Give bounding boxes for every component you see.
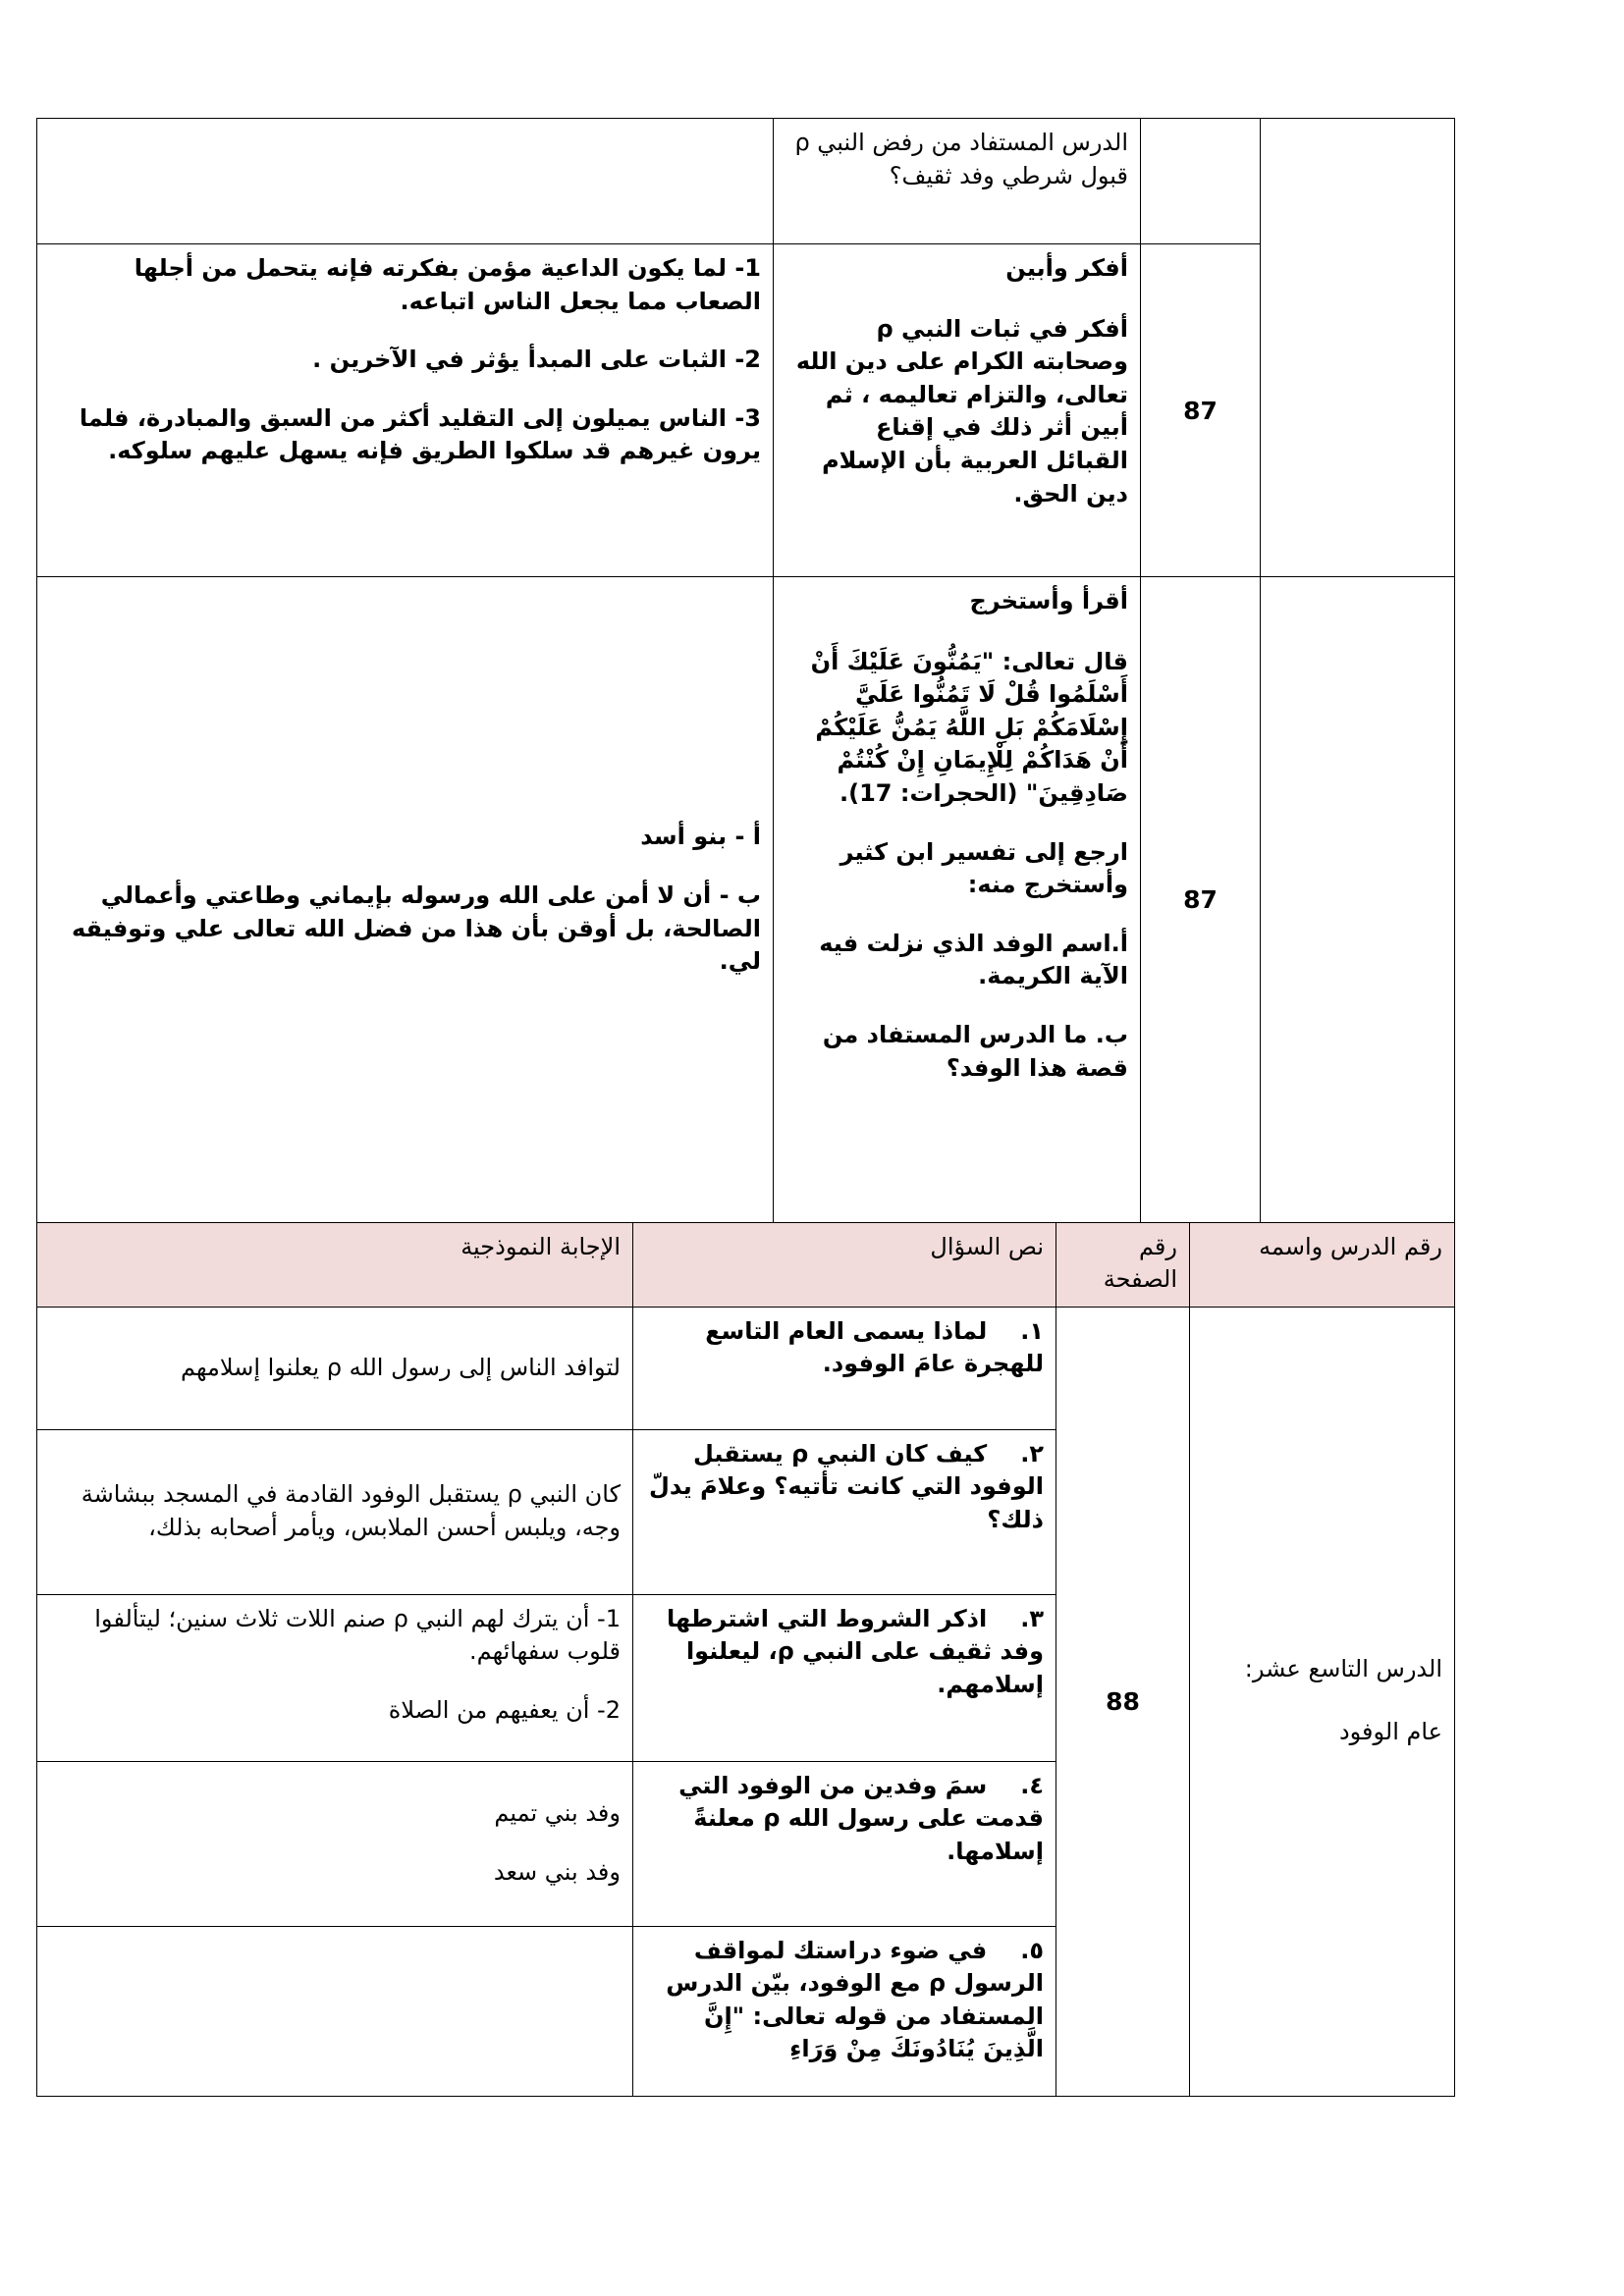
question-text: لماذا يسمى العام التاسع للهجرة عامَ الوفود.	[705, 1316, 1044, 1378]
header-answer: الإجابة النموذجية	[37, 1222, 633, 1307]
table-row	[37, 244, 1455, 577]
verse-text: قال تعالى: "يَمُنُّونَ عَلَيْكَ أَنْ أَسْلَمُوا قُلْ لَا تَمُنُّوا عَلَيَّ إِسْلَامَكُمْ بَلِ اللَّهُ يَمُنُّ عَلَيْكُمْ أَنْ هَدَاكُمْ لِلْإِيمَانِ إِنْ كُنْتُمْ صَادِقِينَ" (الحجرات: 17).	[810, 647, 1128, 807]
answer-item: 1- لما يكون الداعية مؤمن بفكرته فإنه يتحمل من أجلها الصعاب مما يجعل الناس اتباعه.	[134, 254, 761, 315]
question-cell	[633, 1926, 1056, 2096]
question-number: ٢.	[1020, 1439, 1044, 1468]
question-text: أفكر في ثبات النبي ρ وصحابته الكرام على دين الله تعالى، والتزام تعاليمه ، ثم أبين أثر ذلك في إقناع القبائل العربية بأن الإسلام دين الحق.	[795, 314, 1128, 507]
question-number: ٣.	[1020, 1604, 1044, 1632]
sub-question-b: ب. ما الدرس المستفاد من قصة هذا الوفد؟	[822, 1020, 1128, 1082]
question-cell	[633, 1429, 1056, 1594]
answer-item: 1- أن يترك لهم النبي ρ صنم اللات ثلاث سنين؛ ليتألفوا قلوب سفهائهم.	[94, 1604, 621, 1666]
lesson-title: الدرس التاسع عشر:	[1244, 1655, 1442, 1683]
lesson-cell	[1261, 119, 1455, 577]
table-header-row	[37, 1222, 1455, 1307]
page-number: 87	[1141, 244, 1261, 577]
answer-cell	[37, 1429, 633, 1594]
page-number: 87	[1141, 577, 1261, 1223]
answer-item: 2- أن يعفيهم من الصلاة	[388, 1695, 621, 1724]
answer-cell	[37, 1594, 633, 1761]
lesson-cell	[1261, 577, 1455, 1223]
question-cell	[774, 577, 1141, 1223]
answer-cell	[37, 1307, 633, 1429]
page-cell	[1141, 119, 1261, 244]
answer-item: كان النبي ρ يستقبل الوفود القادمة في المسجد ببشاشة وجه، ويلبس أحسن الملابس، ويأمر أصحابه بذلك،	[81, 1480, 621, 1541]
activities-table	[36, 118, 1455, 1223]
table-row	[37, 119, 1455, 244]
question-cell	[633, 1307, 1056, 1429]
question-text: كيف كان النبي ρ يستقبل الوفود التي كانت تأتيه؟ وعلامَ يدلّ ذلك؟	[649, 1439, 1044, 1533]
header-lesson: رقم الدرس واسمه	[1190, 1222, 1455, 1307]
instruction-text: ارجع إلى تفسير ابن كثير وأستخرج منه:	[839, 837, 1128, 899]
answer-item: أ - بنو أسد	[640, 823, 761, 851]
question-number: ١.	[1020, 1316, 1044, 1345]
question-cell	[774, 119, 1141, 244]
question-number: ٥.	[1020, 1936, 1044, 1964]
activity-heading: أقرأ وأستخرج	[969, 587, 1128, 614]
header-question: نص السؤال	[633, 1222, 1056, 1307]
answer-item: 3- الناس يميلون إلى التقليد أكثر من السبق والمبادرة، فلما يرون غيرهم قد سلكوا الطريق فإنه يسهل عليهم سلوكه.	[79, 403, 761, 465]
page-number: 88	[1056, 1307, 1190, 2096]
question-text: في ضوء دراستك لمواقف الرسول ρ مع الوفود، بيّن الدرس المستفاد من قوله تعالى: "إِنَّ الَّذِينَ يُنَادُونَكَ مِنْ وَرَاءِ	[666, 1936, 1044, 2063]
question-text: الدرس المستفاد من رفض النبي ρ قبول شرطي وفد ثقيف؟	[794, 129, 1128, 189]
answer-item: ب - أن لا أمن على الله ورسوله بإيماني وطاعتي وأعمالي الصالحة، بل أوقن بأن هذا من فضل الله تعالى علي وتوفيقه لي.	[71, 881, 761, 976]
question-text: اذكر الشروط التي اشترطها وفد ثقيف على النبي ρ، ليعلنوا إسلامهم.	[666, 1604, 1044, 1698]
question-cell	[633, 1761, 1056, 1926]
answer-item: وفد بني تميم	[494, 1799, 621, 1828]
header-page: رقم الصفحة	[1056, 1222, 1190, 1307]
answer-cell	[37, 1926, 633, 2096]
question-text: سمَ وفدين من الوفود التي قدمت على رسول الله ρ معلنةً إسلامها.	[678, 1771, 1044, 1865]
question-number: ٤.	[1020, 1771, 1044, 1799]
answer-cell	[37, 244, 774, 577]
question-cell	[774, 244, 1141, 577]
answer-item: 2- الثبات على المبدأ يؤثر في الآخرين .	[312, 346, 761, 374]
sub-question-a: أ.اسم الوفد الذي نزلت فيه الآية الكريمة.	[819, 929, 1128, 990]
activity-heading: أفكر وأبين	[1005, 254, 1128, 282]
answer-cell	[37, 1761, 633, 1926]
answer-cell	[37, 577, 774, 1223]
answer-cell	[37, 119, 774, 244]
lesson-name: عام الوفود	[1338, 1718, 1442, 1745]
lesson-cell	[1190, 1307, 1455, 2096]
question-cell	[633, 1594, 1056, 1761]
table-row	[37, 577, 1455, 1223]
answer-item: وفد بني سعد	[493, 1858, 621, 1886]
table-row	[37, 1307, 1455, 1429]
questions-table	[36, 1222, 1455, 2097]
document-page	[36, 118, 1454, 2097]
answer-item: لتوافد الناس إلى رسول الله ρ يعلنوا إسلامهم	[181, 1353, 621, 1381]
